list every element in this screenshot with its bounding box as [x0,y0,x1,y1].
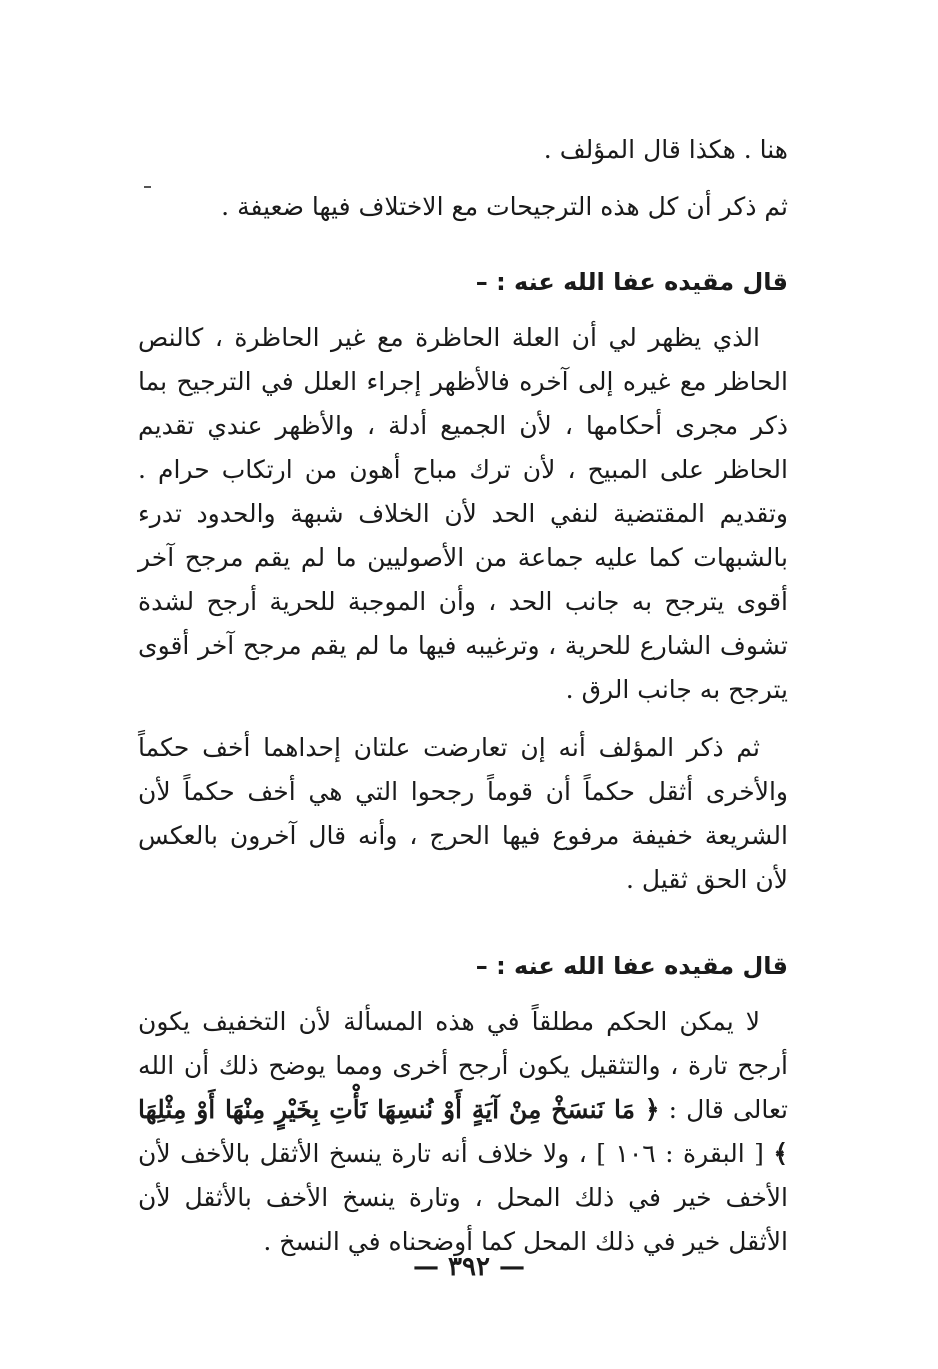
spacer [138,228,788,262]
quran-verse: ﴿ مَا نَنسَخْ مِنْ آيَةٍ أَوْ نُنسِهَا نَأْتِ بِخَيْرٍ مِنْهَا أَوْ مِثْلِهَا ﴾ [138,1095,788,1168]
body-paragraph: الذي يظهر لي أن العلة الحاظرة مع غير الحاظرة ، كالنص الحاظر مع غيره إلى آخره فالأظهر إجراء العلل في الترجيح بما ذكر مجرى أحكامها ، لأن الجميع أدلة ، والأظهر عندي تقديم الحاظر على المبيح ، لأن ترك مباح أهون من ارتكاب حرام . وتقديم المقتضية لنفي الحد لأن الخلاف شبهة والحدود تدرء بالشبهات كما عليه جماعة من الأصوليين ما لم يقم مرجح آخر أقوى يترجح به جانب الحد ، وأن الموجبة للحرية أرجح لشدة تشوف الشارع للحرية ، وترغيبه فيها ما لم يقم مرجح آخر أقوى يترجح به جانب الرق . [138,323,788,704]
spacer [138,902,788,946]
body-paragraph: ثم ذكر المؤلف أنه إن تعارضت علتان إحداهما أخف حكماً والأخرى أثقل حكماً أن قوماً رجحوا التي هي أخف حكماً لأن الشريعة خفيفة مرفوع فيها الحرج ، وأنه قال آخرون بالعكس لأن الحق ثقيل . [138,733,788,894]
summary-line: ثم ذكر أن كل هذه الترجيحات مع الاختلاف فيها ضعيفة . [221,192,788,221]
spacer [138,302,788,316]
spacer [138,171,788,185]
spacer [138,986,788,1000]
paragraph-text: [ البقرة : ١٠٦ ] ، ولا خلاف أنه تارة ينسخ الأثقل بالأخف لأن الأخف خير في ذلك المحل ، وتارة ينسخ الأخف بالأثقل لأن الأثقل خير في ذلك المحل كما أوضحناه في النسخ . [138,1139,788,1256]
body-paragraph [138,1000,788,1264]
spacer [138,712,788,726]
section-heading: قال مقيده عفا الله عنه : – [475,952,788,980]
paragraph-text: لا يمكن الحكم مطلقاً في هذه المسألة لأن التخفيف يكون أرجح تارة ، والتثقيل يكون أرجح أخرى ومما يوضح ذلك أن الله تعالى قال : [138,1007,789,1124]
intro-line: هنا . هكذا قال المؤلف . [543,135,788,164]
page-number: — ٣٩٢ — [412,1252,526,1282]
section-heading: قال مقيده عفا الله عنه : – [475,268,788,296]
document-page [138,128,788,1264]
